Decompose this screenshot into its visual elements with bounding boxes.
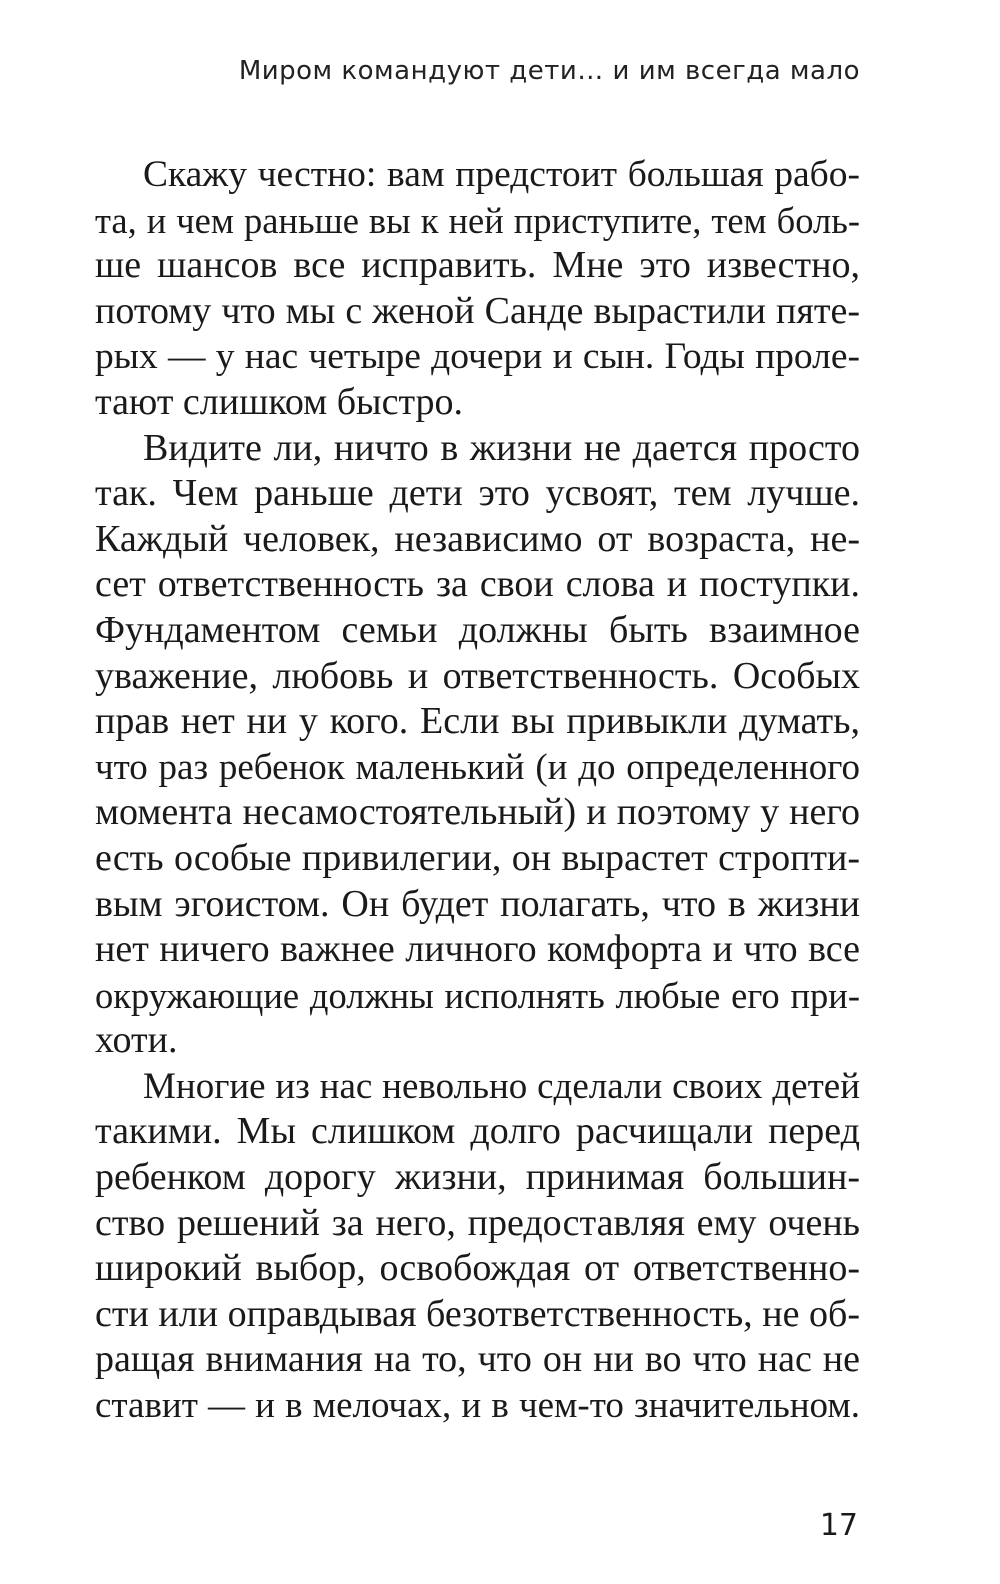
text-line: та, и чем раньше вы к ней приступите, тем боль- — [95, 199, 860, 241]
text-line: вым эгоистом. Он будет полагать, что в жизни — [95, 882, 860, 925]
text-line: сет ответственность за свои слова и поступки. — [95, 563, 860, 606]
text-line: Скажу честно: вам предстоит большая рабо- — [143, 154, 860, 195]
text-line: ставит — и в мелочах, и в чем-то значительном. — [95, 1385, 860, 1427]
paragraph-1 — [95, 152, 860, 426]
text-line: такими. Мы слишком долго расчищали перед — [95, 1110, 860, 1153]
text-line: окружающие должны исполнять любые его при- — [95, 974, 860, 1016]
text-line: ребенком дорогу жизни, принимая большин- — [95, 1156, 860, 1199]
text-line: тают слишком быстро. — [95, 380, 464, 423]
text-line: широкий выбор, освобождая от ответственно- — [95, 1247, 860, 1290]
text-line: сти или оправдывая безответственность, не об- — [95, 1292, 860, 1335]
text-line: что раз ребенок маленький (и до определенного — [95, 746, 860, 788]
text-line: рых — у нас четыре дочери и сын. Годы проле- — [95, 336, 860, 378]
text-line: нет ничего важнее личного комфорта и что все — [95, 928, 860, 971]
text-line: ше шансов все исправить. Мне это известно, — [95, 244, 860, 287]
page-number: 17 — [819, 1508, 858, 1543]
running-title: Миром командуют дети… и им всегда мало — [238, 56, 860, 86]
text-line: ращая внимания на то, что он ни во что нас не — [95, 1338, 860, 1381]
text-line: прав нет ни у кого. Если вы привыкли думать, — [95, 700, 860, 743]
text-line: уважение, любовь и ответственность. Особых — [95, 654, 860, 697]
text-line: Фундаментом семьи должны быть взаимное — [95, 608, 860, 651]
text-line: потому что мы с женой Санде вырастили пяте- — [95, 289, 860, 332]
text-line: Каждый человек, независимо от возраста, не- — [95, 517, 860, 560]
paragraph-3 — [95, 1064, 860, 1429]
text-line: Видите ли, ничто в жизни не дается просто — [143, 426, 860, 469]
text-line: хоти. — [95, 1019, 178, 1062]
text-line: момента несамостоятельный) и поэтому у него — [95, 791, 860, 834]
text-line: есть особые привилегии, он вырастет стропти- — [95, 836, 860, 879]
body-text — [95, 152, 860, 1429]
paragraph-2 — [95, 426, 860, 1064]
text-line: Многие из нас невольно сделали своих детей — [143, 1065, 860, 1107]
text-line: ство решений за него, предоставляя ему очень — [95, 1201, 860, 1244]
text-line: так. Чем раньше дети это усвоят, тем лучше. — [95, 472, 860, 515]
